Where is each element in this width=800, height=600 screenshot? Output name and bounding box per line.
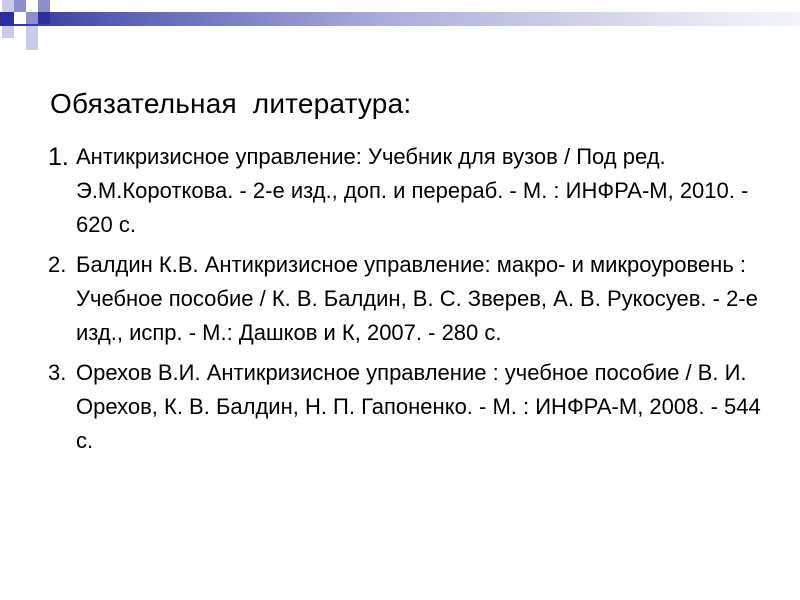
reference-text: Антикризисное управление: Учебник для вузов / Под ред. Э.М.Короткова. - 2-е изд., доп. и перераб. - М. : ИНФРА-М, 2010. - 620 с. — [76, 144, 749, 237]
decorative-square — [14, 0, 26, 12]
reference-item — [48, 356, 778, 458]
decorative-square — [26, 0, 38, 12]
reference-text: Балдин К.В. Антикризисное управление: макро- и микроуровень : Учебное пособие / К. В. Балдин, В. С. Зверев, А. В. Рукосуев. - 2-е изд., испр. - М.: Дашков и К, 2007. - 280 с. — [76, 252, 758, 345]
reference-list — [48, 140, 778, 464]
reference-item — [48, 140, 778, 242]
decorative-square — [14, 26, 26, 38]
reference-number: 3. — [48, 360, 67, 385]
header-gradient-band — [0, 12, 800, 26]
reference-item — [48, 248, 778, 350]
decorative-square — [38, 12, 50, 24]
decorative-square — [38, 0, 50, 12]
decorative-square — [2, 0, 14, 12]
decorative-square — [26, 12, 38, 24]
decorative-square — [14, 12, 26, 24]
decorative-square — [2, 12, 14, 24]
decorative-square — [26, 38, 38, 50]
decorative-square — [2, 26, 14, 38]
decorative-square — [26, 26, 38, 38]
reference-number: 2. — [48, 252, 67, 277]
slide-title: Обязательная литература: — [50, 88, 412, 119]
reference-number: 1. — [48, 143, 69, 171]
reference-text: Орехов В.И. Антикризисное управление : учебное пособие / В. И. Орехов, К. В. Балдин, Н. П. Гапоненко. - М. : ИНФРА-М, 2008. - 544 с. — [76, 360, 761, 453]
